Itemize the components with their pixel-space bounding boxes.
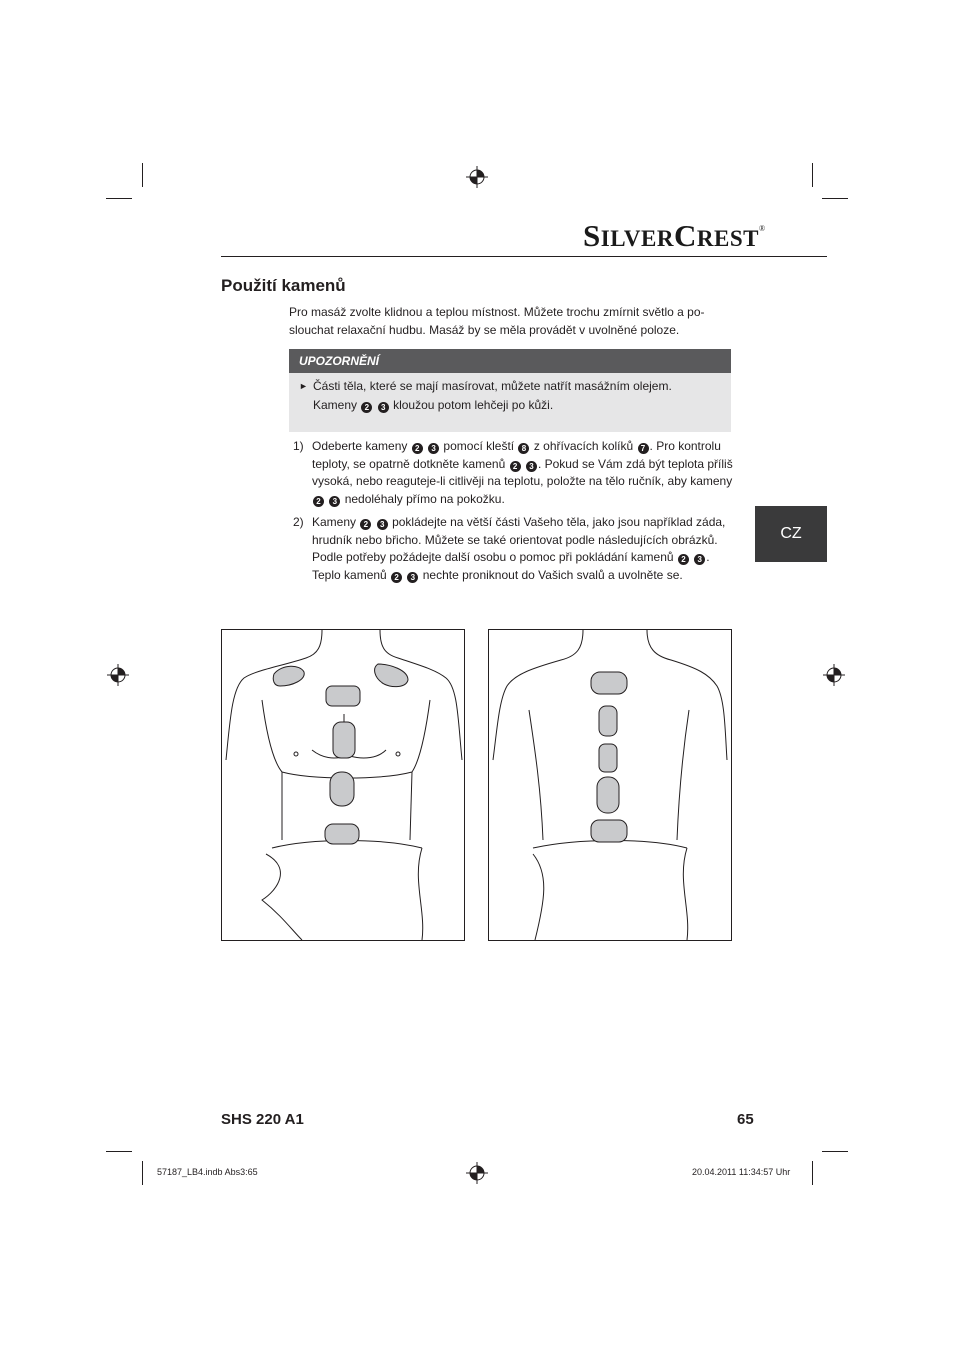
marker-3-icon: 3 xyxy=(377,519,388,530)
marker-2-icon: 2 xyxy=(360,519,371,530)
crop-mark xyxy=(812,163,813,187)
back-torso-image xyxy=(489,630,731,940)
marker-3-icon: 3 xyxy=(378,402,389,413)
model-number: SHS 220 A1 xyxy=(221,1111,304,1128)
marker-2-icon: 2 xyxy=(391,572,402,583)
header-rule xyxy=(221,256,827,257)
marker-3-icon: 3 xyxy=(329,496,340,507)
silvercrest-logo: SILVERCREST® xyxy=(583,218,766,253)
crop-mark xyxy=(142,163,143,187)
print-slug-left: 57187_LB4.indb Abs3:65 xyxy=(157,1167,258,1177)
registration-mark-icon xyxy=(823,664,845,686)
registration-mark-icon xyxy=(466,166,488,188)
crop-mark xyxy=(106,1151,132,1152)
marker-8-icon: 8 xyxy=(518,443,529,454)
crop-mark xyxy=(812,1161,813,1185)
step-2: 2) Kameny 2 3 pokládejte na větší části Vašeho těla, jako jsou například záda, hrudník nebo břicho. Můžete se také orientovat podle následujících obrázků. Podle potřeby požádejte další osobu o pomoc při pokládání kamenů 2 3 . Teplo kamenů 2 3 nechte proniknout do Vašich svalů a uvolněte se. xyxy=(293,515,726,582)
crop-mark xyxy=(822,1151,848,1152)
front-illustration xyxy=(221,629,465,941)
marker-2-icon: 2 xyxy=(412,443,423,454)
crop-mark xyxy=(106,198,132,199)
bullet-arrow-icon: ► xyxy=(299,381,308,391)
registration-mark-icon xyxy=(107,664,129,686)
crop-mark xyxy=(142,1161,143,1185)
print-slug-right: 20.04.2011 11:34:57 Uhr xyxy=(692,1167,791,1177)
warning-box xyxy=(289,349,731,432)
marker-3-icon: 3 xyxy=(526,461,537,472)
marker-2-icon: 2 xyxy=(313,496,324,507)
warning-text: ► Části těla, které se mají masírovat, můžete natřít masážním olejem. Kameny 2 3 kloužou potom lehčeji po kůži. xyxy=(299,379,672,412)
step-1: 1) Odeberte kameny 2 3 pomocí kleští 8 z ohřívacích kolíků 7 . Pro kontrolu teploty, se opatrně dotkněte kamenů 2 3 . Pokud se Vám zdá být teplota příliš vysoká, nebo reaguteje-li citlivěji na teplotu, položte na tělo ručník, aby kameny 2 3 nedoléhaly přímo na pokožku. xyxy=(293,439,733,506)
front-torso-image xyxy=(222,630,464,940)
intro-paragraph: Pro masáž zvolte klidnou a teplou místnost. Můžete trochu zmírnit světlo a po-slouchat relaxační hudbu. Masáž by se měla provádět v uvolněné poloze. xyxy=(289,305,705,337)
marker-2-icon: 2 xyxy=(678,554,689,565)
warning-heading: UPOZORNĚNÍ xyxy=(289,349,731,373)
marker-3-icon: 3 xyxy=(407,572,418,583)
crop-mark xyxy=(822,198,848,199)
page-number: 65 xyxy=(737,1111,754,1128)
marker-2-icon: 2 xyxy=(510,461,521,472)
section-title: Použití kamenů xyxy=(221,276,346,295)
back-illustration xyxy=(488,629,732,941)
language-tab: CZ xyxy=(755,506,827,562)
marker-2-icon: 2 xyxy=(361,402,372,413)
registration-mark-icon xyxy=(466,1162,488,1184)
marker-3-icon: 3 xyxy=(694,554,705,565)
marker-7-icon: 7 xyxy=(638,443,649,454)
marker-3-icon: 3 xyxy=(428,443,439,454)
